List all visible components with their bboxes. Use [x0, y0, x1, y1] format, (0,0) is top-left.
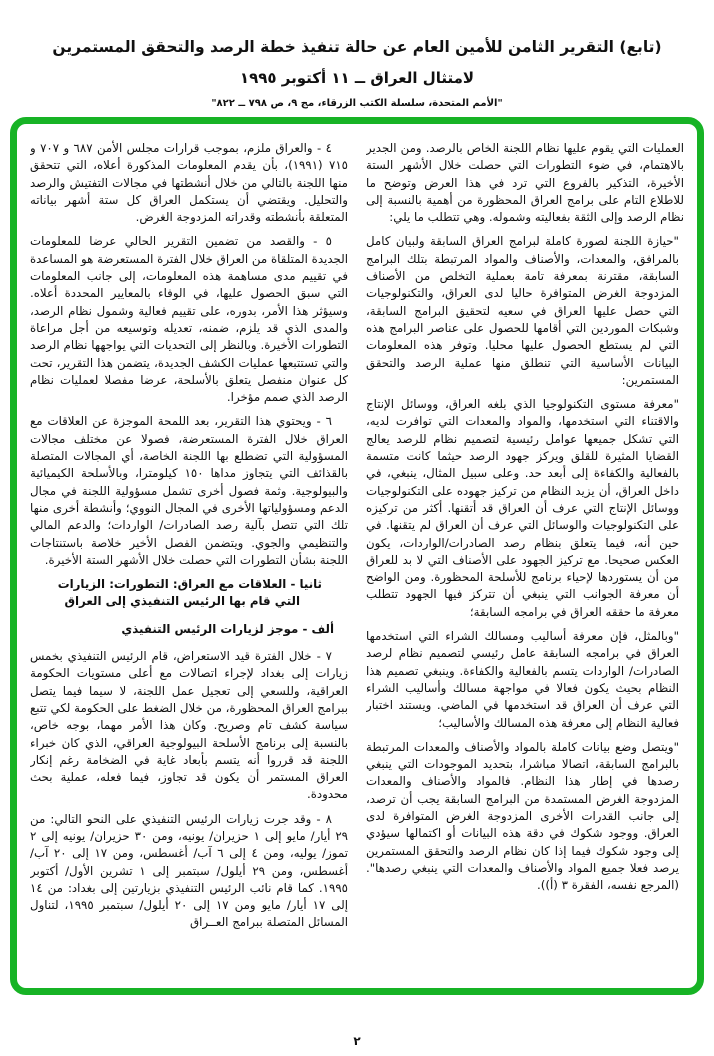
page-header: [0, 0, 714, 111]
paragraph-7: ٧ - خلال الفترة قيد الاستعراض، قام الرئيس التنفيذي بخمس زيارات إلى بغداد لإجراء اتصالات مع أعلى مستويات الحكومة العراقية، وللسعي إلى تعجيل عمل اللجنة، لا سيما فيما يتصل ببرامج العراق المحظورة، من خلال الضغط على الحكومة لكي تتبع سياسة كشف تام وصريح. وكان هذا الأمر مهما، بوجه خاص، بالنسبة إلى برنامج الأسلحة البيولوجية العراقي، الذي كان خبراء اللجنة قد قرروا أنه يتسم بأبعاد غاية في الضخامة رغم إنكار العراق المستمر أن يكون قد تجاوز، فيما فعله، عملية بحث محدودة.: [30, 649, 348, 802]
quoted-paragraph-3: "وبالمثل، فإن معرفة أساليب ومسالك الشراء التي استخدمها العراق في برامجه السابقة عامل رئيسي لتصميم نظام لرصد الصادرات/ الواردات يتسم بالفعالية والكفاءة. وينبغي تصميم هذا النظام بحيث يكون فعالا في مواجهة مسالك وأساليب الشراء التي عرف أن العراق قد استخدمها في الماضي. ويستند اختبار فعالية النظام إلى معرفة هذه المسالك والأساليب؛: [366, 629, 679, 730]
quoted-paragraph-4: "ويتصل وضع بيانات كاملة بالمواد والأصناف والمعدات المرتبطة بالبرامج السابقة، اتصالا مباشرا، بتحديد الموجودات التي ينبغي رصدها في إطار هذا النظام. فالمواد والأصناف والمعدات المزدوجة الغرض المستمدة من البرامج السابقة يجب أن ترصد، إلى جانب القدرات الأخرى المزدوجة الغرض المتوافرة لدى العراق. ووجود شكوك في دقة هذه البيانات أو اكتمالها سيؤدي إلى وجود شكوك فيما إذا كان نظام الرصد والتحقق المستمرين يرصد فعلا جميع المواد والأصناف والمعدات التي ينبغي رصدها". (المرجع نفسه، الفقرة ٣ (أ)).: [366, 739, 679, 893]
report-title-line2: لامتثال العراق ــ ١١ أكتوبر ١٩٩٥: [239, 69, 475, 87]
paragraph-6: ٦ - ويحتوي هذا التقرير، بعد اللمحة الموجزة عن العلاقات مع العراق خلال الفترة المستعرضة، فصولا عن مختلف مجالات المسؤولية التي تضطلع بها اللجنة الخاصة، أي المجالات المتصلة بالقذائف التي يتجاوز مداها ١٥٠ كيلومترا، وبالأسلحة الكيميائية والبيولوجية. وثمة فصول أخرى تشمل مسؤولية اللجنة في مجال الدعم ومسؤولياتها الأخرى في المجال النووي؛ وأنشطة أخرى منها تلك التي تتصل بآلية رصد الصادرات/ الواردات؛ والدعم المالي والتنظيمي والجوي. ويتضمن الفصل الأخير خلاصة باستنتاجات اللجنة بشأن التطورات التي حصلت خلال الأشهر الستة الأخيرة.: [30, 414, 348, 567]
paragraph-4: ٤ - والعراق ملزم، بموجب قرارات مجلس الأمن ٦٨٧ و ٧٠٧ و ٧١٥ (١٩٩١)، بأن يقدم المعلومات المذكورة أعلاه، التي تتحقق منها اللجنة بالتالي من خلال أنشطتها في مجالات التفتيش والرصد والتحليل. ويقتضي أن يستكمل العراق كل ستة أشهر بياناته المتعلقة بأنشطته وقدراته المزدوجة الغرض.: [30, 141, 348, 225]
quoted-paragraph-2: "معرفة مستوى التكنولوجيا الذي بلغه العراق، ووسائل الإنتاج والاقتناء التي استخدمها، والمواد والمعدات التي توافرت لديه، التي تشكل جميعها عوامل رئيسية لتصميم نظام للرصد يعالج القضايا المثيرة للقلق ويركز جهود الرصد حيثما كانت متسمة بالفعالية والكفاءة إلى أبعد حد. وعلى سبيل المثال، ينبغي، في داخل العراق، أن يزيد النظام من تركيز جهوده على التكنولوجيات ووسائل الإنتاج التي عرف أن العراق قد أتقنها. أكثر من تركيزه على التكنولوجيات والوسائل التي عرف أن العراق لم يتقنها. في حين أنه، فيما يتعلق بنظام رصد الصادرات/الواردات، يكون العكس صحيحا. مع تركيز الجهود على الأصناف التي لا بد للعراق من أن يستوردها لإحياء برنامج للأسلحة المحظورة. ومن الواضح أن معرفة الجوانب التي ينبغي أن تتركز فيها الجهود تتطلب معرفة ما حققه العراق في برامجه السابقة؛: [366, 397, 679, 619]
two-column-layout: [30, 140, 684, 976]
section-heading: [30, 576, 348, 611]
subsection-heading: ألف - موجز لزيارات الرئيس التنفيذي: [121, 621, 334, 636]
section-heading-line1: ثانيا - العلاقات مع العراق: التطورات: الزيارات: [57, 577, 322, 592]
right-column: [366, 140, 684, 976]
report-title-line1: (تابع) التقرير الثامن للأمين العام عن حالة تنفيذ خطة الرصد والتحقق المستمرين: [52, 38, 662, 56]
page-number: ٢: [353, 1034, 361, 1048]
green-border-content-box: [10, 117, 704, 995]
section-heading-line2: التي قام بها الرئيس التنفيذي إلى العراق: [64, 594, 300, 609]
paragraph-5: ٥ - والقصد من تضمين التقرير الحالي عرضا للمعلومات الجديدة المتلقاة من العراق خلال الفترة المستعرضة هو المساعدة في تقييم مدى مساهمة هذه المعلومات، إلى جانب المعلومات التي سبق الحصول عليها، في الوفاء بالمعايير المحددة أعلاه. وسيؤثر هذا الأمر، بدوره، على تقييم فعالية وشمول نظام الرصد، والمدى الذي قد يلزم، ضمنه، تعديله وتوسيعه من أجل مراعاة التطورات الأخيرة. وبالنظر إلى التحديات التي يواجهها نظام الرصد والتي تستتبعها عمليات الكشف الجديدة، يتضمن هذا التقرير، تحت كل عنوان منفصل يتعلق بالأسلحة، عرضا مفصلا لعمليات نظام الرصد الذي صمم مؤخرا.: [30, 234, 348, 405]
source-citation: "الأمم المتحدة، سلسلة الكتب الزرقاء، مج ٩، ص ٧٩٨ ــ ٨٢٢": [211, 98, 503, 109]
left-column: [30, 140, 348, 976]
quoted-paragraph-1: "حيازة اللجنة لصورة كاملة لبرامج العراق السابقة ولبيان كامل بالمرافق، والمعدات، والأصناف والمواد المرتبطة بتلك البرامج السابقة، مقترنة بمعرفة تامة بعملية التخلص من الأصناف المزدوجة الغرض المتوافرة حاليا لدى العراق، والتكنولوجيات التي حصل عليها العراق في سعيه لتحقيق البرامج السابقة، وشبكات الموردين التي أقامها للحصول على عناصر البرامج هذه التي لم يستطع الحصول عليها محليا. وتوفر هذه المعلومات البيانات الأساسية التي تنطلق منها عملية الرصد والتحقق المستمرين:: [366, 234, 679, 387]
paragraph-continuation: العمليات التي يقوم عليها نظام اللجنة الخاص بالرصد. ومن الجدير بالاهتمام، في ضوء التطورات التي حصلت خلال الأشهر الستة الأخيرة، التذكير بالفروع التي ترد في هذا العرض وتوضح ما للاطلاع التام على برامج العراق المحظورة من أهمية بالنسبة إلى نظام الرصد وإلى الثقة بفعاليته وشموله. وهي تتطلب ما يلي:: [366, 141, 684, 225]
paragraph-8: ٨ - وقد جرت زيارات الرئيس التنفيذي على النحو التالي: من ٢٩ أيار/ مايو إلى ١ حزيران/ يونيه، ومن ٣٠ حزيران/ يونيه إلى ٢ تموز/ يوليه، ومن ٤ إلى ٦ آب/ أغسطس، ومن ١٧ إلى ٢٠ آب/ أغسطس، ومن ٢٩ أيلول/ سبتمبر إلى ١ تشرين الأول/ أكتوبر ١٩٩٥. كما قام نائب الرئيس التنفيذي بزيارتين إلى بغداد: من ١٤ إلى ١٧ أيار/ مايو ومن ١٧ إلى ٢٠ أيلول/ سبتمبر ١٩٩٥، لتناول المسائل المتصلة ببرامج العــراق: [30, 811, 348, 930]
